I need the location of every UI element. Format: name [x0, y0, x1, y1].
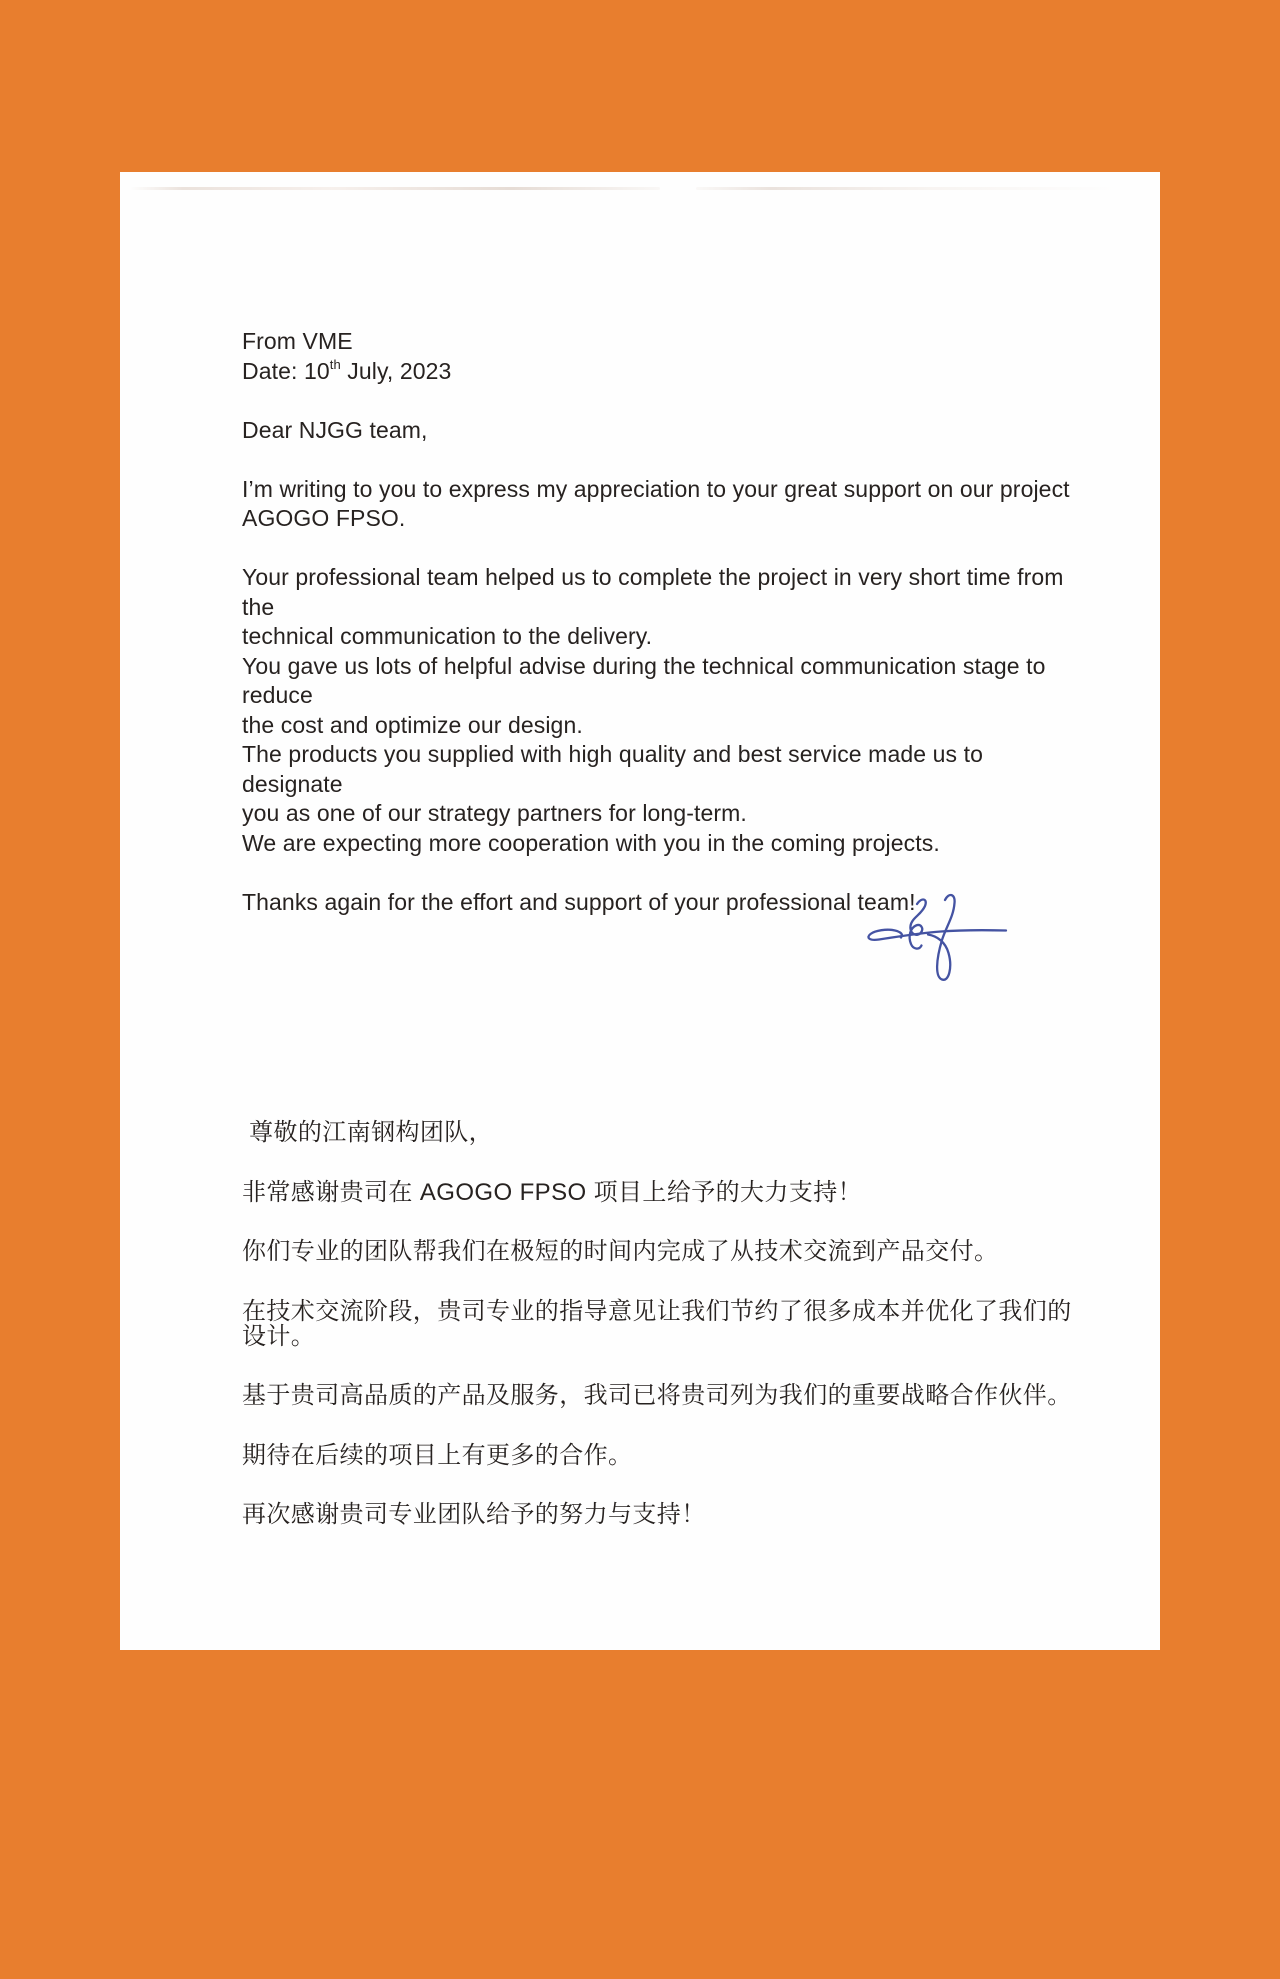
english-letter-section	[242, 327, 1082, 917]
date-ordinal-superscript: th	[329, 356, 341, 372]
letter-text-line: I’m writing to you to express my appreciation to your great support on our project	[242, 475, 1070, 502]
letter-page	[120, 172, 1160, 1650]
letter-text-line	[242, 858, 1082, 888]
letter-text-line: We are expecting more cooperation with you in the coming projects.	[242, 829, 940, 856]
signature-scribble-svg	[865, 890, 1015, 990]
scan-artifact-line	[130, 187, 660, 190]
from-line: From VME	[242, 328, 353, 354]
letter-text-line: 期待在后续的项目上有更多的合作。	[242, 1441, 633, 1469]
letter-text-line	[242, 386, 1082, 416]
letter-text-line: Your professional team helped us to complete the project in very short time from the	[242, 564, 1071, 620]
chinese-letter-section	[242, 1120, 1092, 1562]
scan-artifact-line	[696, 187, 1120, 190]
letter-text-line	[242, 445, 1082, 475]
letter-text-line: 再次感谢贵司专业团队给予的努力与支持！	[242, 1501, 706, 1528]
letter-text-line: technical communication to the delivery.	[242, 623, 653, 649]
signature-ink-strokes	[868, 895, 1006, 980]
letter-text-line: the cost and optimize our design.	[242, 711, 583, 738]
letter-text-line: 基于贵司高品质的产品及服务，我司已将贵司列为我们的重要战略合作伙伴。	[242, 1382, 1072, 1409]
date-prefix: Date: 10	[242, 357, 330, 384]
letter-text-line: 在技术交流阶段，贵司专业的指导意见让我们节约了很多成本并优化了我们的设计。	[242, 1297, 1072, 1350]
letter-text-line	[242, 534, 1082, 564]
letter-text-line: Thanks again for the effort and support of your professional team!	[242, 888, 916, 915]
handwritten-signature	[865, 890, 1015, 990]
letter-text-line: You gave us lots of helpful advise during the technical communication stage to reduce	[242, 652, 1053, 708]
letter-text-line: AGOGO FPSO.	[242, 505, 406, 531]
letter-text-line: 非常感谢贵司在 AGOGO FPSO 项目上给予的大力支持！	[242, 1178, 863, 1206]
date-suffix: July, 2023	[340, 357, 452, 384]
date-line	[242, 357, 1082, 387]
letter-text-line: Dear NJGG team,	[242, 416, 428, 443]
letter-text-line: 你们专业的团队帮我们在极短的时间内完成了从技术交流到产品交付。	[242, 1238, 999, 1265]
letter-text-line: The products you supplied with high quality and best service made us to designate	[242, 741, 990, 797]
letter-text-line: you as one of our strategy partners for long-term.	[242, 800, 747, 826]
letter-text-line: 尊敬的江南钢构团队，	[242, 1119, 494, 1146]
